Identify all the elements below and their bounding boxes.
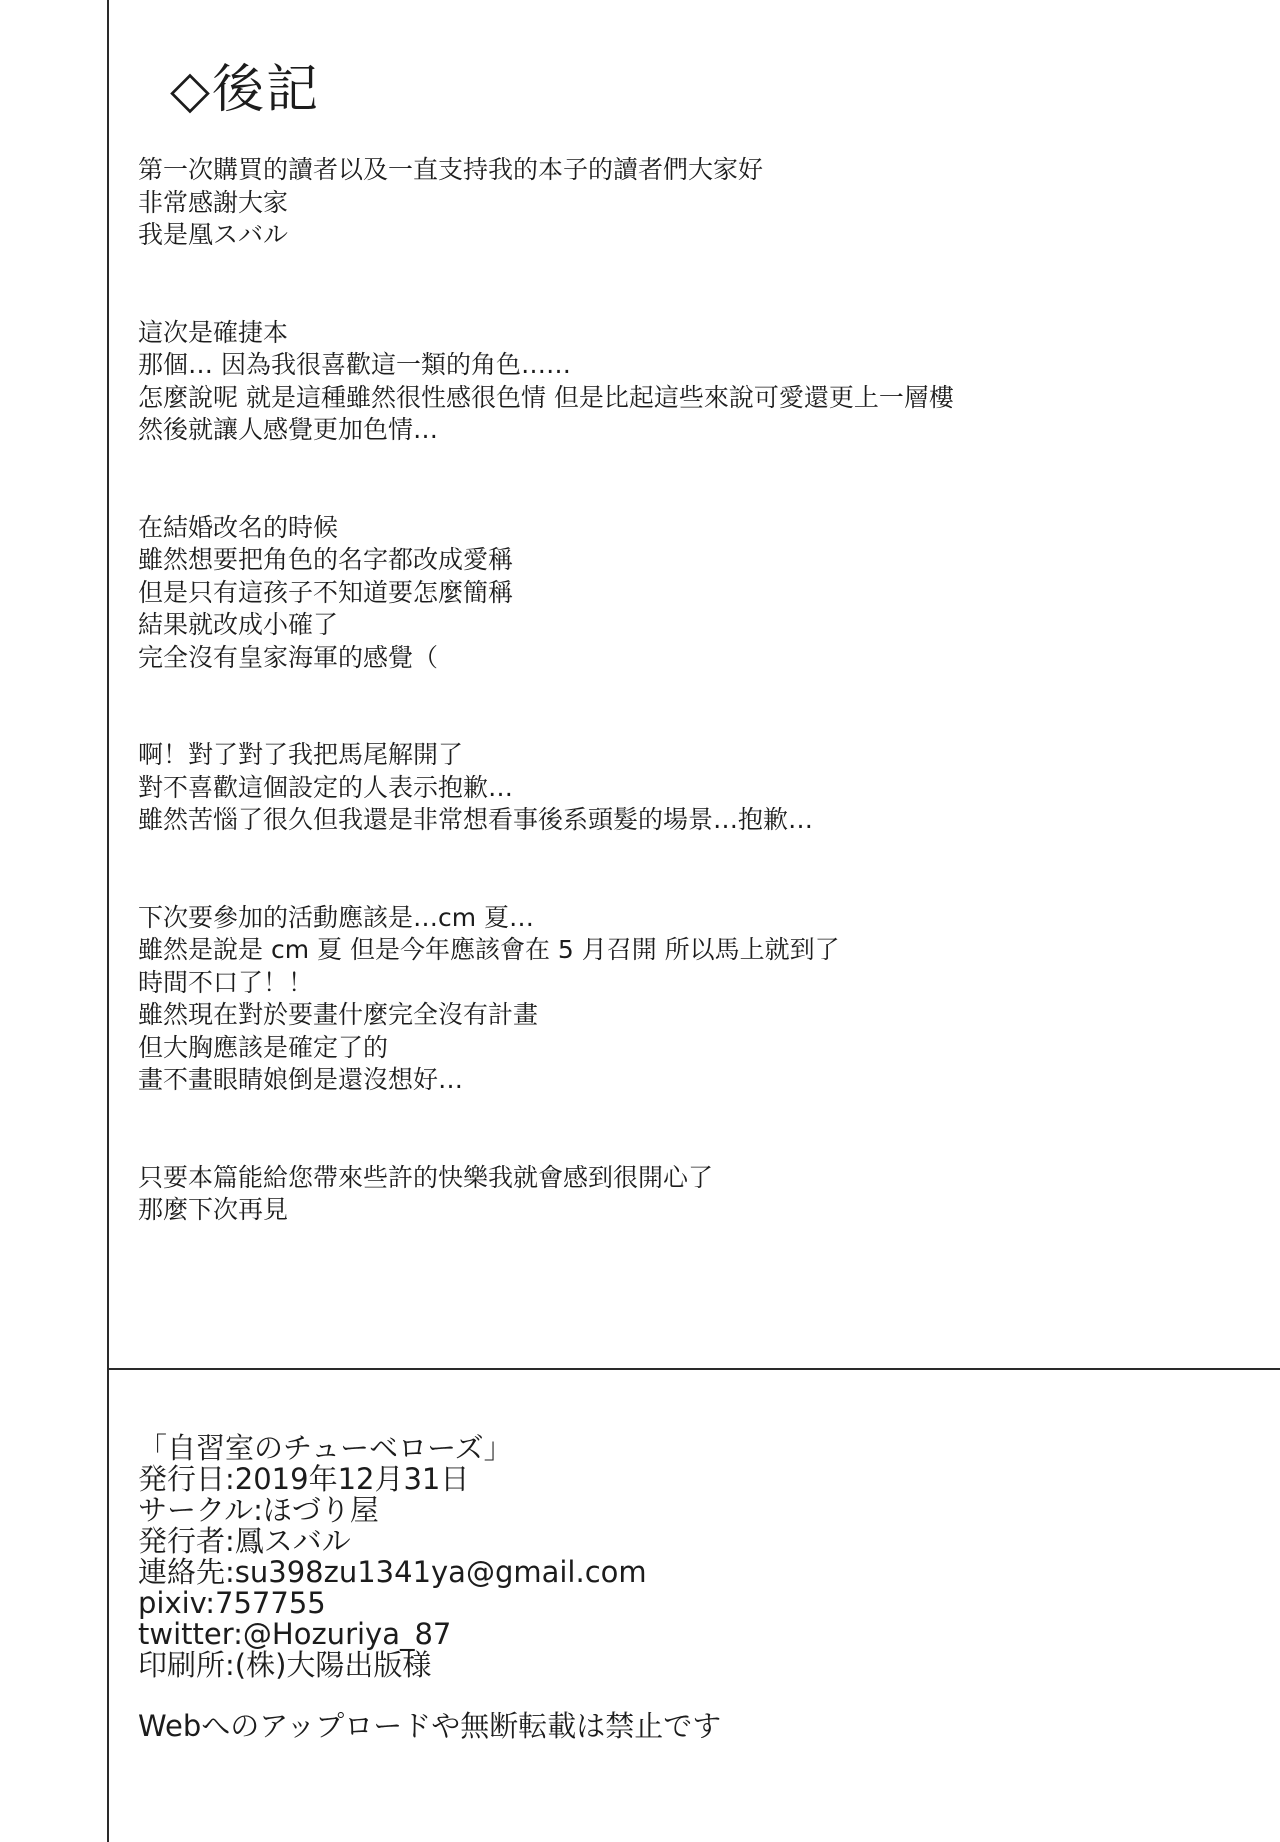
circle-name: サークル:ほづり屋	[138, 1493, 379, 1527]
paragraph-nickname	[138, 512, 1238, 675]
text-line: 時間不口了！！	[138, 967, 314, 997]
afterword-heading: ◇後記	[170, 60, 320, 120]
colophon	[138, 1433, 1238, 1681]
text-line: 下次要參加的活動應該是…cm 夏…	[138, 902, 535, 932]
afterword-body	[138, 154, 1238, 1227]
text-line: 結果就改成小確了	[138, 610, 339, 639]
text-line: 完全沒有皇家海軍的感覺（	[138, 642, 439, 672]
paragraph-next-event	[138, 902, 1238, 1097]
pixiv-id: pixiv:757755	[138, 1586, 326, 1620]
colophon-divider	[107, 1368, 1280, 1370]
twitter-handle: twitter:@Hozuriya_87	[138, 1617, 452, 1651]
text-line: 雖然想要把角色的名字都改成愛稱	[138, 545, 514, 574]
text-line: 在結婚改名的時候	[138, 512, 339, 542]
publisher: 発行者:鳳スバル	[138, 1524, 351, 1558]
text-line: 我是凰スバル	[138, 220, 289, 249]
text-line: 但是只有這孩子不知道要怎麼簡稱	[138, 577, 514, 607]
paragraph-closing	[138, 1162, 1238, 1227]
text-line: 只要本篇能給您帶來些許的快樂我就會感到很開心了	[138, 1162, 714, 1192]
text-line: 但大胸應該是確定了的	[138, 1032, 389, 1062]
publish-date: 発行日:2019年12月31日	[138, 1462, 470, 1496]
text-line: 怎麼說呢 就是這種雖然很性感很色情 但是比起這些來說可愛還更上一層樓	[138, 382, 954, 412]
text-line: 然後就讓人感覺更加色情…	[138, 415, 439, 444]
left-margin-rule	[107, 0, 109, 1842]
text-line: 雖然是說是 cm 夏 但是今年應該會在 5 月召開 所以馬上就到了	[138, 935, 840, 964]
text-line: 非常感謝大家	[138, 187, 289, 217]
paragraph-greeting	[138, 154, 1238, 252]
text-line: 對不喜歡這個設定的人表示抱歉…	[138, 772, 514, 802]
text-line: 啊！對了對了我把馬尾解開了	[138, 740, 464, 769]
text-line: 那個… 因為我很喜歡這一類的角色……	[138, 350, 571, 379]
text-line: 第一次購買的讀者以及一直支持我的本子的讀者們大家好	[138, 155, 764, 184]
text-line: 畫不畫眼睛娘倒是還沒想好…	[138, 1065, 464, 1094]
paragraph-ponytail	[138, 739, 1238, 837]
printer: 印刷所:(株)大陽出版様	[138, 1648, 432, 1682]
text-line: 這次是確捷本	[138, 317, 289, 347]
contact-email: 連絡先:su398zu1341ya@gmail.com	[138, 1555, 647, 1589]
book-title: 「自習室のチューベローズ」	[138, 1431, 513, 1465]
text-line: 雖然現在對於要畫什麼完全沒有計畫	[138, 1000, 539, 1029]
text-line: 雖然苦惱了很久但我還是非常想看事後系頭髮的場景…抱歉…	[138, 805, 814, 834]
text-line: 那麼下次再見	[138, 1195, 289, 1224]
reupload-notice: Webへのアップロードや無断転載は禁止です	[138, 1709, 722, 1743]
paragraph-character	[138, 317, 1238, 447]
